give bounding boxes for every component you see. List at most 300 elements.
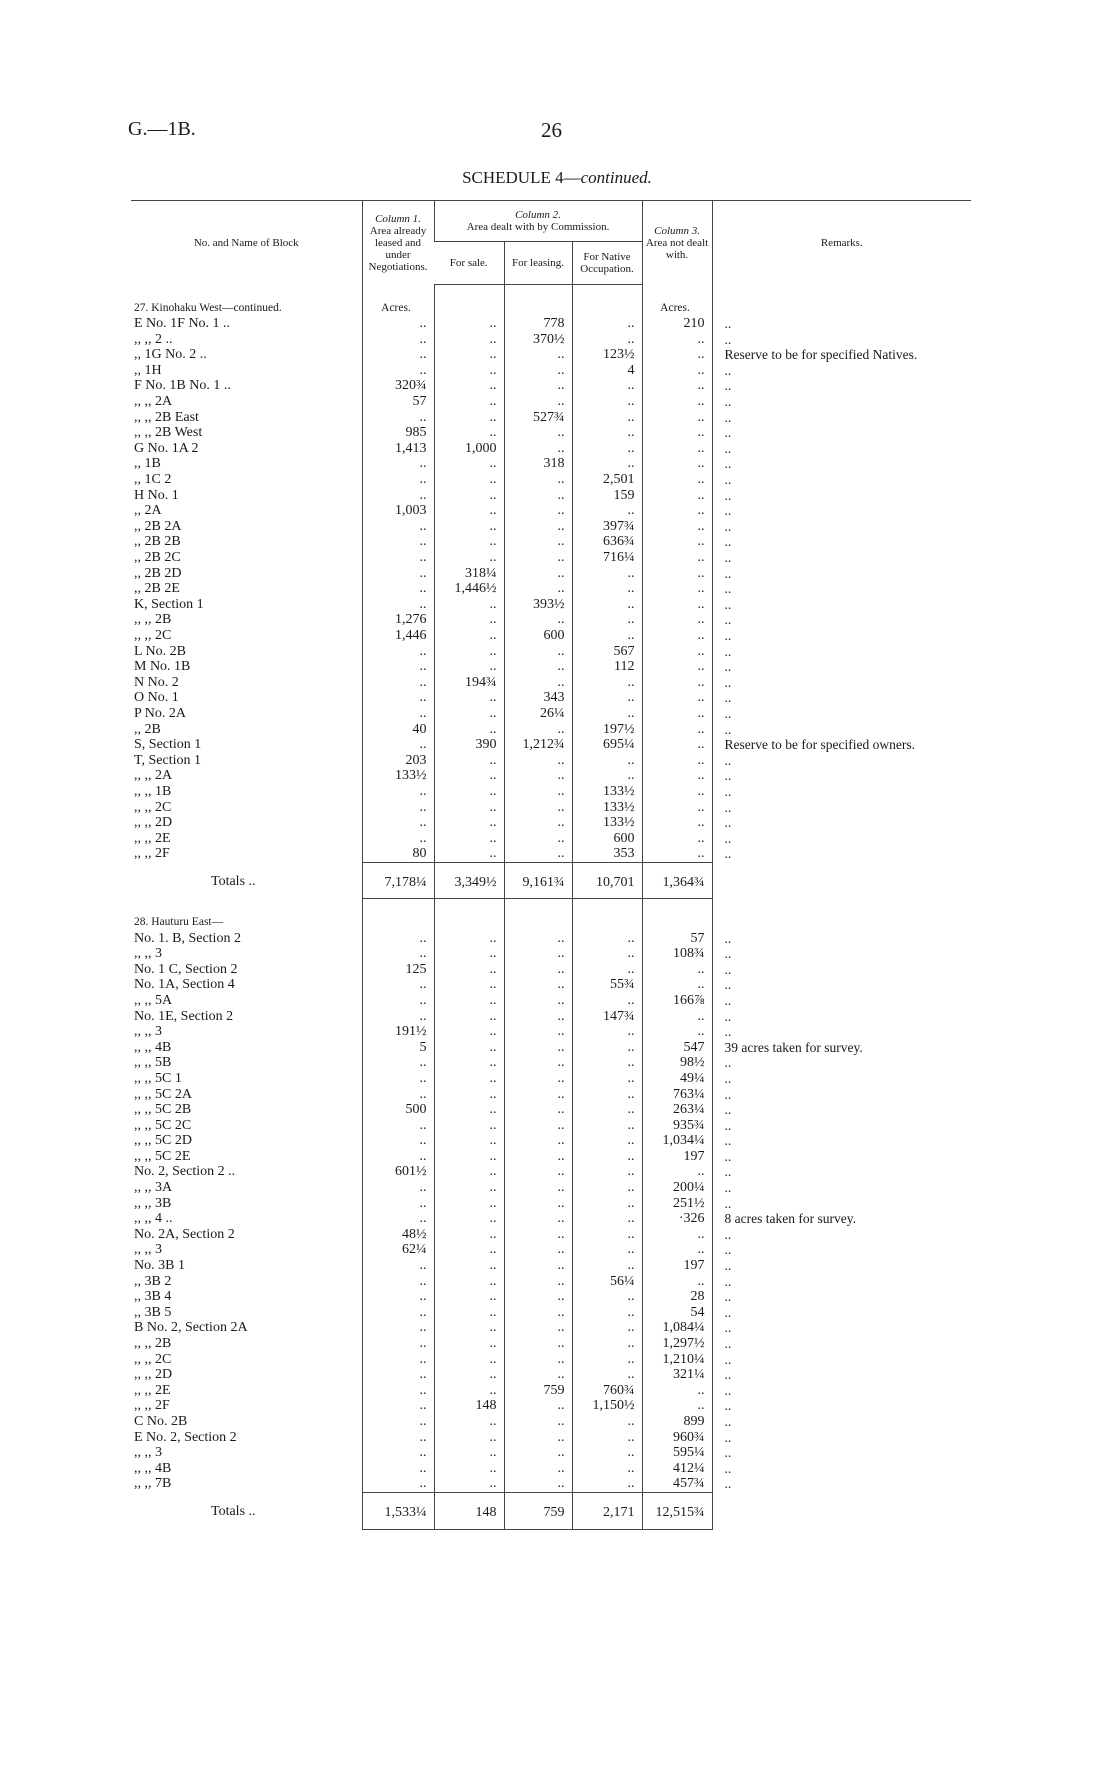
table-row [131, 441, 971, 457]
header-column-3 [642, 201, 712, 285]
table-row [131, 931, 971, 947]
row-name: S, Section 1 [134, 737, 202, 753]
row-value: .. [434, 846, 504, 862]
row-value: .. [642, 1024, 712, 1040]
header-column-1-desc: Area already leased and under Negotiations. [368, 224, 428, 273]
row-value: .. [572, 1289, 642, 1305]
row-value: 716¼ [572, 550, 642, 566]
row-value: .. [572, 1087, 642, 1103]
row-value: .. [642, 1009, 712, 1025]
row-value: .. [504, 1430, 572, 1446]
row-value: .. [362, 1274, 434, 1290]
row-value: 343 [504, 690, 572, 706]
row-remarks: .. [712, 1055, 971, 1071]
row-remarks: .. [712, 659, 971, 675]
row-value: .. [504, 566, 572, 582]
table-row [131, 1398, 971, 1414]
row-value: 133½ [362, 768, 434, 784]
table-row [131, 1071, 971, 1087]
row-remarks: .. [712, 815, 971, 831]
row-value: .. [504, 846, 572, 862]
row-value: 2,501 [572, 472, 642, 488]
table-row [131, 1024, 971, 1040]
row-value: .. [362, 977, 434, 993]
row-value: .. [362, 1009, 434, 1025]
row-remarks: .. [712, 962, 971, 978]
row-value: .. [434, 1118, 504, 1134]
row-remarks: .. [712, 993, 971, 1009]
row-value: .. [434, 1367, 504, 1383]
row-value: .. [504, 675, 572, 691]
table-row [131, 456, 971, 472]
row-value: .. [362, 1118, 434, 1134]
row-value: 1,276 [362, 612, 434, 628]
table-row [131, 628, 971, 644]
row-value: .. [642, 332, 712, 348]
row-value: 55¾ [572, 977, 642, 993]
row-remarks: Reserve to be for specified owners. [712, 737, 971, 753]
row-remarks: .. [712, 1258, 971, 1274]
table-row [131, 1430, 971, 1446]
row-remarks: .. [712, 846, 971, 862]
row-name: M No. 1B [134, 659, 191, 675]
row-value: ·326 [642, 1211, 712, 1227]
row-remarks: .. [712, 722, 971, 738]
row-value: .. [434, 488, 504, 504]
table-row [131, 503, 971, 519]
row-name: ,, 3B 2 [134, 1273, 172, 1289]
row-value: .. [362, 1071, 434, 1087]
row-remarks: .. [712, 675, 971, 691]
row-name: ,, 3B 4 [134, 1289, 172, 1305]
row-remarks: .. [712, 1336, 971, 1352]
row-value: .. [434, 519, 504, 535]
row-remarks: .. [712, 597, 971, 613]
schedule-title-text: SCHEDULE 4— [462, 168, 581, 187]
row-name: ,, ,, 3 [134, 1242, 162, 1258]
totals-value: 3,349½ [434, 862, 504, 899]
row-value: .. [504, 831, 572, 847]
row-value: .. [362, 316, 434, 332]
row-remarks: .. [712, 472, 971, 488]
row-value: .. [642, 425, 712, 441]
row-value: .. [642, 612, 712, 628]
row-value: .. [504, 378, 572, 394]
row-name: ,, ,, 2D [134, 1367, 173, 1383]
row-value: .. [572, 1336, 642, 1352]
row-value: .. [504, 644, 572, 660]
row-value: 759 [504, 1383, 572, 1399]
row-value: .. [504, 800, 572, 816]
row-name: B No. 2, Section 2A [134, 1320, 248, 1336]
row-value: .. [572, 962, 642, 978]
table-header [131, 201, 971, 285]
row-name: ,, ,, 2A [134, 394, 173, 410]
row-name: ,, ,, 3 [134, 1445, 162, 1461]
row-value: .. [572, 946, 642, 962]
row-remarks: .. [712, 1430, 971, 1446]
table-row [131, 1149, 971, 1165]
row-value: .. [434, 1461, 504, 1477]
row-remarks: .. [712, 1461, 971, 1477]
row-value: 194¾ [434, 675, 504, 691]
row-value: 457¾ [642, 1476, 712, 1492]
row-name: ,, 2B 2B [134, 534, 181, 550]
row-value: .. [434, 1102, 504, 1118]
row-value: 203 [362, 753, 434, 769]
table-body [131, 285, 971, 1530]
row-value: .. [434, 1258, 504, 1274]
row-value: .. [434, 768, 504, 784]
row-value: .. [642, 962, 712, 978]
unit-cell [434, 899, 504, 931]
row-remarks: .. [712, 977, 971, 993]
row-value: 1,210¼ [642, 1352, 712, 1368]
row-value: .. [504, 946, 572, 962]
row-remarks: .. [712, 1149, 971, 1165]
row-value: 159 [572, 488, 642, 504]
row-value: 370½ [504, 332, 572, 348]
row-remarks: .. [712, 1227, 971, 1243]
row-value: .. [572, 1352, 642, 1368]
row-value: .. [434, 1414, 504, 1430]
row-value: 1,000 [434, 441, 504, 457]
row-value: .. [362, 519, 434, 535]
totals-value: 148 [434, 1492, 504, 1529]
row-value: .. [642, 846, 712, 862]
row-name: ,, 2B 2E [134, 581, 180, 597]
row-remarks: .. [712, 1367, 971, 1383]
row-value: 1,446½ [434, 581, 504, 597]
table-row [131, 1476, 971, 1492]
row-value: .. [572, 612, 642, 628]
row-name: G No. 1A 2 [134, 440, 199, 456]
table-row [131, 690, 971, 706]
row-value: .. [572, 1367, 642, 1383]
table-row [131, 597, 971, 613]
row-value: 695¼ [572, 737, 642, 753]
row-value: 57 [642, 931, 712, 947]
row-name: ,, ,, 2E [134, 830, 171, 846]
row-name: No. 2A, Section 2 [134, 1226, 235, 1242]
table-row [131, 488, 971, 504]
row-value: .. [642, 1242, 712, 1258]
table-row [131, 316, 971, 332]
row-value: .. [642, 644, 712, 660]
row-value: 600 [572, 831, 642, 847]
row-value: .. [362, 800, 434, 816]
totals-label: Totals .. [211, 1504, 256, 1520]
header-for-sale: For sale. [434, 242, 504, 285]
table-row [131, 1289, 971, 1305]
unit-cell [504, 899, 572, 931]
table-row [131, 1320, 971, 1336]
row-value: 500 [362, 1102, 434, 1118]
row-value: .. [572, 410, 642, 426]
row-value: .. [434, 1336, 504, 1352]
row-remarks: .. [712, 1009, 971, 1025]
row-value: .. [572, 1133, 642, 1149]
table-row [131, 1196, 971, 1212]
header-column-2 [434, 201, 642, 242]
row-name: ,, ,, 2F [134, 1398, 170, 1414]
row-value: .. [362, 815, 434, 831]
row-value: .. [572, 1055, 642, 1071]
table-row [131, 612, 971, 628]
row-value: .. [504, 1133, 572, 1149]
row-value: .. [642, 394, 712, 410]
table-row [131, 519, 971, 535]
row-name: ,, ,, 4 .. [134, 1211, 173, 1227]
row-value: .. [434, 1040, 504, 1056]
row-value: .. [504, 1196, 572, 1212]
header-column-3-label: Column 3. [654, 224, 700, 237]
remarks-cell [712, 285, 971, 317]
table-row [131, 1040, 971, 1056]
row-remarks: .. [712, 534, 971, 550]
row-name: ,, ,, 5A [134, 992, 173, 1008]
row-value: 1,084¼ [642, 1320, 712, 1336]
table-row [131, 675, 971, 691]
row-value: 26¼ [504, 706, 572, 722]
row-value: .. [434, 534, 504, 550]
row-value: 390 [434, 737, 504, 753]
row-value: .. [504, 503, 572, 519]
row-value: .. [642, 581, 712, 597]
row-value: .. [434, 993, 504, 1009]
row-remarks: .. [712, 410, 971, 426]
row-value: .. [572, 1258, 642, 1274]
row-remarks: 39 acres taken for survey. [712, 1040, 971, 1056]
totals-value: 9,161¾ [504, 862, 572, 899]
row-name: ,, ,, 2B East [134, 409, 199, 425]
row-value: .. [434, 1430, 504, 1446]
row-value: .. [434, 550, 504, 566]
totals-value: 759 [504, 1492, 572, 1529]
row-value: 98½ [642, 1055, 712, 1071]
row-value: .. [434, 503, 504, 519]
row-value: 636¾ [572, 534, 642, 550]
row-value: .. [572, 394, 642, 410]
table-row [131, 1383, 971, 1399]
row-value: .. [434, 800, 504, 816]
totals-remarks [712, 862, 971, 899]
header-block-name: No. and Name of Block [131, 201, 362, 285]
table-row [131, 706, 971, 722]
row-name: ,, ,, 3A [134, 1180, 173, 1196]
schedule-title [0, 168, 1114, 188]
unit-cell [434, 285, 504, 317]
row-value: .. [362, 993, 434, 1009]
row-value: .. [642, 347, 712, 363]
row-name: ,, 1H [134, 362, 162, 378]
row-value: .. [572, 1227, 642, 1243]
row-value: 1,150½ [572, 1398, 642, 1414]
row-value: .. [434, 1476, 504, 1492]
row-value: .. [504, 1242, 572, 1258]
row-remarks: 8 acres taken for survey. [712, 1211, 971, 1227]
header-for-leasing: For leasing. [504, 242, 572, 285]
table-row [131, 1164, 971, 1180]
row-name: ,, ,, 2E [134, 1382, 171, 1398]
row-value: .. [572, 332, 642, 348]
row-value: .. [572, 425, 642, 441]
row-value: .. [362, 1320, 434, 1336]
table-row [131, 1258, 971, 1274]
row-value: 1,297½ [642, 1336, 712, 1352]
row-value: .. [504, 1336, 572, 1352]
row-name: ,, ,, 2B West [134, 425, 203, 441]
row-value: .. [504, 347, 572, 363]
table-row [131, 1414, 971, 1430]
row-value: 57 [362, 394, 434, 410]
row-value: 321¼ [642, 1367, 712, 1383]
row-value: .. [362, 1258, 434, 1274]
table-row [131, 378, 971, 394]
row-value: 935¾ [642, 1118, 712, 1134]
row-value: .. [572, 503, 642, 519]
row-value: 778 [504, 316, 572, 332]
table-row [131, 831, 971, 847]
row-value: .. [504, 768, 572, 784]
row-value: .. [362, 472, 434, 488]
row-value: .. [504, 1461, 572, 1477]
row-remarks: .. [712, 1242, 971, 1258]
unit-cell: Acres. [362, 285, 434, 317]
row-value: 200¼ [642, 1180, 712, 1196]
table-row [131, 977, 971, 993]
row-name: ,, ,, 5B [134, 1055, 172, 1071]
row-value: 600 [504, 628, 572, 644]
row-remarks: .. [712, 644, 971, 660]
row-value: .. [642, 441, 712, 457]
row-value: .. [504, 425, 572, 441]
row-name: ,, ,, 2F [134, 846, 170, 862]
row-value: .. [642, 488, 712, 504]
row-name: H No. 1 [134, 487, 179, 503]
schedule-table [131, 200, 971, 1530]
row-value: .. [504, 550, 572, 566]
row-remarks: .. [712, 784, 971, 800]
table-row [131, 737, 971, 753]
row-value: .. [642, 550, 712, 566]
row-value: .. [434, 1305, 504, 1321]
block-title: 28. Hauturu East— [134, 915, 224, 928]
row-value: 985 [362, 425, 434, 441]
row-value: .. [642, 410, 712, 426]
row-value: .. [642, 456, 712, 472]
row-value: 1,212¾ [504, 737, 572, 753]
row-name: ,, 2B 2C [134, 550, 181, 565]
row-remarks: Reserve to be for specified Natives. [712, 347, 971, 363]
row-value: .. [642, 737, 712, 753]
row-value: .. [642, 1164, 712, 1180]
row-name: ,, 3B 5 [134, 1304, 172, 1320]
table-row [131, 1009, 971, 1025]
row-value: .. [504, 1102, 572, 1118]
row-name: L No. 2B [134, 643, 186, 659]
table-row [131, 425, 971, 441]
row-value: .. [642, 1227, 712, 1243]
row-value: .. [504, 977, 572, 993]
table-row [131, 1336, 971, 1352]
row-value: .. [434, 962, 504, 978]
row-name: K, Section 1 [134, 596, 204, 612]
row-value: .. [504, 363, 572, 379]
row-value: 62¼ [362, 1242, 434, 1258]
row-value: 760¾ [572, 1383, 642, 1399]
row-value: .. [434, 644, 504, 660]
row-value: 197½ [572, 722, 642, 738]
row-value: .. [504, 931, 572, 947]
row-value: 763¼ [642, 1087, 712, 1103]
row-name: No. 1A, Section 4 [134, 977, 235, 993]
row-name: ,, ,, 2B [134, 1336, 172, 1351]
row-value: .. [504, 1289, 572, 1305]
header-native-occupation: For Native Occupation. [572, 242, 642, 285]
row-remarks: .. [712, 332, 971, 348]
row-value: .. [572, 768, 642, 784]
row-value: .. [642, 800, 712, 816]
row-value: .. [642, 977, 712, 993]
row-value: .. [434, 1180, 504, 1196]
row-name: ,, ,, 5C 2D [134, 1133, 192, 1149]
row-value: 191½ [362, 1024, 434, 1040]
row-value: .. [642, 1274, 712, 1290]
row-value: .. [572, 1476, 642, 1492]
row-value: 527¾ [504, 410, 572, 426]
row-value: .. [504, 1211, 572, 1227]
row-name: No. 1. B, Section 2 [134, 930, 241, 946]
row-value: .. [362, 737, 434, 753]
row-value: 251½ [642, 1196, 712, 1212]
row-value: .. [572, 675, 642, 691]
table-row [131, 800, 971, 816]
row-name: ,, ,, 5C 2B [134, 1102, 192, 1118]
row-value: 166⅞ [642, 993, 712, 1009]
row-remarks: .. [712, 753, 971, 769]
row-remarks: .. [712, 1320, 971, 1336]
row-value: .. [434, 1211, 504, 1227]
row-name: N No. 2 [134, 674, 179, 690]
row-value: .. [434, 722, 504, 738]
row-value: .. [434, 977, 504, 993]
row-value: 5 [362, 1040, 434, 1056]
row-value: 56¼ [572, 1274, 642, 1290]
row-value: .. [362, 534, 434, 550]
row-value: .. [572, 931, 642, 947]
row-remarks: .. [712, 441, 971, 457]
row-remarks: .. [712, 946, 971, 962]
row-remarks: .. [712, 1071, 971, 1087]
totals-row [131, 862, 971, 899]
row-value: .. [572, 1414, 642, 1430]
row-value: .. [434, 1149, 504, 1165]
row-value: .. [434, 378, 504, 394]
row-value: .. [362, 597, 434, 613]
row-value: .. [642, 597, 712, 613]
row-name: ,, ,, 1B [134, 783, 172, 799]
row-remarks: .. [712, 316, 971, 332]
row-value: .. [642, 1383, 712, 1399]
row-value: .. [504, 534, 572, 550]
row-value: .. [642, 472, 712, 488]
table-row [131, 1211, 971, 1227]
row-value: .. [572, 1211, 642, 1227]
table-row [131, 363, 971, 379]
row-name: ,, ,, 4B [134, 1460, 172, 1476]
row-value: 318 [504, 456, 572, 472]
